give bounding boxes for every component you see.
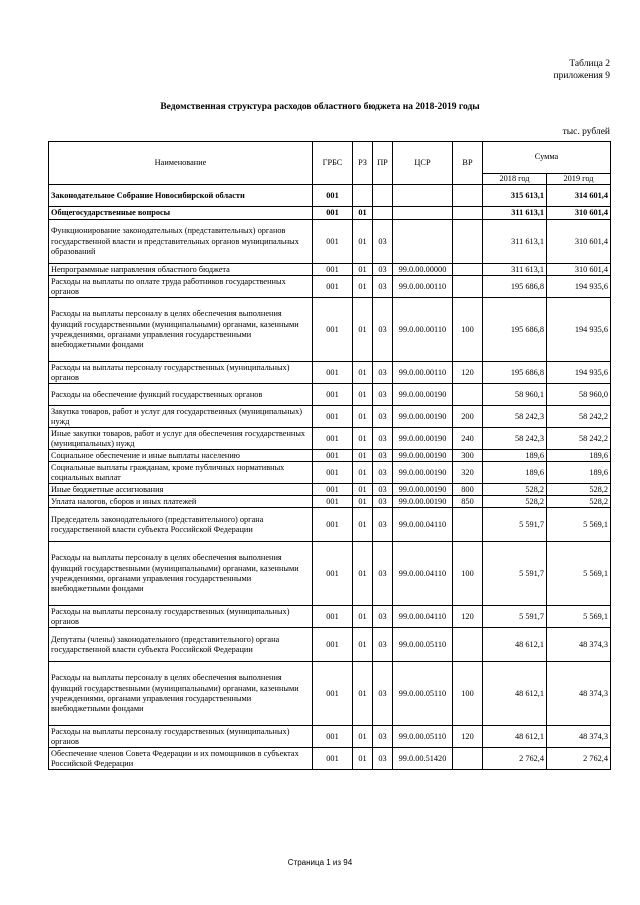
row-csr-cell: 99.0.00.00190: [393, 496, 453, 508]
row-sum-2018-cell: 528,2: [483, 484, 547, 496]
table-row: [49, 462, 611, 484]
col-header-name: Наименование: [49, 142, 313, 185]
row-rz-cell: 01: [353, 264, 373, 276]
row-sum-2018-cell: 311 613,1: [483, 264, 547, 276]
row-rz-cell: 01: [353, 484, 373, 496]
row-vr-cell: 200: [453, 406, 483, 428]
row-csr-cell: 99.0.00.00000: [393, 264, 453, 276]
row-rz-cell: 01: [353, 384, 373, 406]
row-sum-2019-cell: 528,2: [547, 496, 611, 508]
row-vr-cell: 850: [453, 496, 483, 508]
row-name-cell: Расходы на выплаты по оплате труда работников государственных органов: [49, 276, 313, 298]
row-rz-cell: 01: [353, 662, 373, 726]
row-vr-cell: [453, 185, 483, 207]
row-sum-2018-cell: 58 242,3: [483, 428, 547, 450]
row-pr-cell: 03: [373, 628, 393, 662]
row-name-cell: Закупка товаров, работ и услуг для государственных (муниципальных) нужд: [49, 406, 313, 428]
row-vr-cell: [453, 207, 483, 220]
row-vr-cell: 120: [453, 606, 483, 628]
row-name-cell: Общегосударственные вопросы: [49, 207, 313, 220]
row-vr-cell: [453, 276, 483, 298]
row-grbs-cell: 001: [313, 484, 353, 496]
row-sum-2018-cell: 48 612,1: [483, 726, 547, 748]
row-rz-cell: 01: [353, 496, 373, 508]
row-sum-2019-cell: 310 601,4: [547, 264, 611, 276]
row-grbs-cell: 001: [313, 428, 353, 450]
row-sum-2019-cell: 5 569,1: [547, 606, 611, 628]
row-name-cell: Председатель законодательного (представительного) органа государственной власти субъекта Российской Федерации: [49, 508, 313, 542]
row-name-cell: Непрограммные направления областного бюджета: [49, 264, 313, 276]
row-sum-2018-cell: 528,2: [483, 496, 547, 508]
row-name-cell: Социальные выплаты гражданам, кроме публичных нормативных социальных выплат: [49, 462, 313, 484]
row-name-cell: Расходы на выплаты персоналу государственных (муниципальных) органов: [49, 726, 313, 748]
row-grbs-cell: 001: [313, 748, 353, 770]
row-sum-2019-cell: 48 374,3: [547, 662, 611, 726]
row-sum-2019-cell: 48 374,3: [547, 726, 611, 748]
row-rz-cell: 01: [353, 220, 373, 264]
row-sum-2018-cell: 58 242,3: [483, 406, 547, 428]
row-name-cell: Расходы на выплаты персоналу в целях обеспечения выполнения функций государственными (муниципальными) органами, казенными учреждениями, органами управления государственными внебюджетными фондами: [49, 542, 313, 606]
row-rz-cell: 01: [353, 462, 373, 484]
row-rz-cell: 01: [353, 628, 373, 662]
row-vr-cell: 240: [453, 428, 483, 450]
row-pr-cell: 03: [373, 606, 393, 628]
row-pr-cell: 03: [373, 450, 393, 462]
table-row: [49, 220, 611, 264]
row-sum-2019-cell: 189,6: [547, 450, 611, 462]
row-sum-2019-cell: 189,6: [547, 462, 611, 484]
table-row: [49, 264, 611, 276]
col-header-pr: ПР: [373, 142, 393, 185]
row-grbs-cell: 001: [313, 384, 353, 406]
table-row: [49, 628, 611, 662]
row-rz-cell: 01: [353, 606, 373, 628]
table-row: [49, 662, 611, 726]
row-name-cell: Обеспечение членов Совета Федерации и их помощников в субъектах Российской Федерации: [49, 748, 313, 770]
row-pr-cell: 03: [373, 220, 393, 264]
row-sum-2019-cell: 58 960,0: [547, 384, 611, 406]
row-pr-cell: 03: [373, 542, 393, 606]
row-csr-cell: 99.0.00.00110: [393, 276, 453, 298]
row-grbs-cell: 001: [313, 542, 353, 606]
row-sum-2019-cell: 5 569,1: [547, 542, 611, 606]
budget-table: [48, 141, 611, 770]
row-sum-2018-cell: 58 960,1: [483, 384, 547, 406]
row-pr-cell: 03: [373, 276, 393, 298]
row-csr-cell: 99.0.00.51420: [393, 748, 453, 770]
row-pr-cell: 03: [373, 406, 393, 428]
page-footer: Страница 1 из 94: [287, 858, 353, 867]
row-sum-2019-cell: 194 935,6: [547, 276, 611, 298]
row-grbs-cell: 001: [313, 628, 353, 662]
row-rz-cell: 01: [353, 362, 373, 384]
row-csr-cell: 99.0.00.04110: [393, 508, 453, 542]
row-name-cell: Социальное обеспечение и иные выплаты населению: [49, 450, 313, 462]
row-vr-cell: [453, 384, 483, 406]
row-name-cell: Расходы на выплаты персоналу государственных (муниципальных) органов: [49, 362, 313, 384]
row-sum-2018-cell: 5 591,7: [483, 542, 547, 606]
row-sum-2018-cell: 311 613,1: [483, 207, 547, 220]
row-rz-cell: 01: [353, 450, 373, 462]
row-grbs-cell: 001: [313, 462, 353, 484]
row-sum-2019-cell: 310 601,4: [547, 220, 611, 264]
row-grbs-cell: 001: [313, 185, 353, 207]
document-title: Ведомственная структура расходов областного бюджета на 2018-2019 годы: [160, 102, 480, 112]
row-rz-cell: 01: [353, 406, 373, 428]
table-row: [49, 542, 611, 606]
row-csr-cell: 99.0.00.00110: [393, 298, 453, 362]
row-sum-2018-cell: 311 613,1: [483, 220, 547, 264]
row-csr-cell: 99.0.00.04110: [393, 606, 453, 628]
row-rz-cell: 01: [353, 748, 373, 770]
row-pr-cell: 03: [373, 508, 393, 542]
table-row: [49, 496, 611, 508]
row-pr-cell: 03: [373, 264, 393, 276]
row-pr-cell: 03: [373, 496, 393, 508]
row-vr-cell: 100: [453, 298, 483, 362]
row-grbs-cell: 001: [313, 662, 353, 726]
row-vr-cell: [453, 628, 483, 662]
table-row: [49, 384, 611, 406]
row-grbs-cell: 001: [313, 508, 353, 542]
row-vr-cell: 300: [453, 450, 483, 462]
row-name-cell: Иные бюджетные ассигнования: [49, 484, 313, 496]
row-pr-cell: 03: [373, 484, 393, 496]
row-name-cell: Законодательное Собрание Новосибирской области: [49, 185, 313, 207]
row-vr-cell: 120: [453, 726, 483, 748]
row-sum-2018-cell: 2 762,4: [483, 748, 547, 770]
row-vr-cell: 100: [453, 662, 483, 726]
row-grbs-cell: 001: [313, 207, 353, 220]
table-row: [49, 406, 611, 428]
row-sum-2019-cell: 314 601,4: [547, 185, 611, 207]
table-row: [49, 298, 611, 362]
col-header-rz: РЗ: [353, 142, 373, 185]
row-pr-cell: 03: [373, 462, 393, 484]
row-sum-2018-cell: 195 686,8: [483, 362, 547, 384]
table-body: [49, 185, 611, 770]
table-row: [49, 484, 611, 496]
row-vr-cell: 120: [453, 362, 483, 384]
row-name-cell: Расходы на выплаты персоналу в целях обеспечения выполнения функций государственными (муниципальными) органами, казенными учреждениями, органами управления государственными внебюджетными фондами: [49, 662, 313, 726]
row-rz-cell: 01: [353, 276, 373, 298]
row-sum-2018-cell: 189,6: [483, 462, 547, 484]
row-csr-cell: 99.0.00.00190: [393, 406, 453, 428]
row-grbs-cell: 001: [313, 276, 353, 298]
row-vr-cell: [453, 264, 483, 276]
row-rz-cell: 01: [353, 207, 373, 220]
row-sum-2018-cell: 195 686,8: [483, 298, 547, 362]
row-csr-cell: 99.0.00.00190: [393, 462, 453, 484]
row-sum-2018-cell: 48 612,1: [483, 628, 547, 662]
col-header-csr: ЦСР: [393, 142, 453, 185]
row-rz-cell: [353, 185, 373, 207]
row-pr-cell: 03: [373, 726, 393, 748]
row-sum-2019-cell: 528,2: [547, 484, 611, 496]
row-grbs-cell: 001: [313, 726, 353, 748]
row-vr-cell: [453, 748, 483, 770]
row-csr-cell: 99.0.00.00190: [393, 384, 453, 406]
units-label: тыс. рублей: [562, 127, 610, 137]
table-number: Таблица 2: [569, 59, 610, 69]
table-row: [49, 748, 611, 770]
row-rz-cell: 01: [353, 508, 373, 542]
row-sum-2018-cell: 48 612,1: [483, 662, 547, 726]
col-header-grbs: ГРБС: [313, 142, 353, 185]
table-row: [49, 276, 611, 298]
row-sum-2018-cell: 5 591,7: [483, 606, 547, 628]
row-sum-2018-cell: 315 613,1: [483, 185, 547, 207]
row-csr-cell: 99.0.00.00190: [393, 450, 453, 462]
appendix-number: приложения 9: [553, 71, 610, 81]
row-csr-cell: [393, 185, 453, 207]
row-name-cell: Депутаты (члены) законодательного (представительного) органа государственной власти субъекта Российской Федерации: [49, 628, 313, 662]
row-vr-cell: 320: [453, 462, 483, 484]
row-csr-cell: 99.0.00.05110: [393, 726, 453, 748]
table-row: [49, 428, 611, 450]
row-csr-cell: [393, 220, 453, 264]
row-grbs-cell: 001: [313, 450, 353, 462]
row-rz-cell: 01: [353, 298, 373, 362]
row-pr-cell: [373, 207, 393, 220]
col-header-vr: ВР: [453, 142, 483, 185]
row-sum-2019-cell: 310 601,4: [547, 207, 611, 220]
table-row: [49, 185, 611, 207]
row-grbs-cell: 001: [313, 362, 353, 384]
row-name-cell: Иные закупки товаров, работ и услуг для обеспечения государственных (муниципальных) нужд: [49, 428, 313, 450]
row-pr-cell: 03: [373, 748, 393, 770]
row-sum-2019-cell: 58 242,2: [547, 406, 611, 428]
row-sum-2019-cell: 48 374,3: [547, 628, 611, 662]
row-sum-2019-cell: 194 935,6: [547, 362, 611, 384]
row-sum-2019-cell: 2 762,4: [547, 748, 611, 770]
row-sum-2019-cell: 58 242,2: [547, 428, 611, 450]
row-csr-cell: 99.0.00.00190: [393, 428, 453, 450]
row-sum-2018-cell: 189,6: [483, 450, 547, 462]
row-grbs-cell: 001: [313, 264, 353, 276]
row-csr-cell: 99.0.00.04110: [393, 542, 453, 606]
row-vr-cell: [453, 508, 483, 542]
row-grbs-cell: 001: [313, 606, 353, 628]
row-csr-cell: 99.0.00.00110: [393, 362, 453, 384]
row-rz-cell: 01: [353, 726, 373, 748]
row-sum-2018-cell: 195 686,8: [483, 276, 547, 298]
row-vr-cell: [453, 220, 483, 264]
row-vr-cell: 800: [453, 484, 483, 496]
row-rz-cell: 01: [353, 542, 373, 606]
col-header-sum: Сумма: [483, 142, 611, 174]
row-grbs-cell: 001: [313, 406, 353, 428]
row-pr-cell: 03: [373, 362, 393, 384]
row-sum-2019-cell: 194 935,6: [547, 298, 611, 362]
row-sum-2019-cell: 5 569,1: [547, 508, 611, 542]
row-pr-cell: 03: [373, 384, 393, 406]
row-name-cell: Функционирование законодательных (представительных) органов государственной власти и представительных органов муниципальных образований: [49, 220, 313, 264]
row-name-cell: Расходы на выплаты персоналу в целях обеспечения выполнения функций государственными (муниципальными) органами, казенными учреждениями, органами управления государственными внебюджетными фондами: [49, 298, 313, 362]
row-rz-cell: 01: [353, 428, 373, 450]
row-pr-cell: 03: [373, 298, 393, 362]
row-sum-2018-cell: 5 591,7: [483, 508, 547, 542]
row-pr-cell: 03: [373, 428, 393, 450]
row-grbs-cell: 001: [313, 298, 353, 362]
row-vr-cell: 100: [453, 542, 483, 606]
row-pr-cell: 03: [373, 662, 393, 726]
row-pr-cell: [373, 185, 393, 207]
row-grbs-cell: 001: [313, 496, 353, 508]
row-csr-cell: 99.0.00.05110: [393, 662, 453, 726]
row-csr-cell: 99.0.00.05110: [393, 628, 453, 662]
row-name-cell: Расходы на выплаты персоналу государственных (муниципальных) органов: [49, 606, 313, 628]
col-header-2019: 2019 год: [547, 174, 611, 185]
table-reference: [554, 58, 611, 82]
table-row: [49, 508, 611, 542]
table-row: [49, 207, 611, 220]
table-row: [49, 450, 611, 462]
table-row: [49, 606, 611, 628]
col-header-2018: 2018 год: [483, 174, 547, 185]
row-name-cell: Расходы на обеспечение функций государственных органов: [49, 384, 313, 406]
table-row: [49, 362, 611, 384]
row-csr-cell: 99.0.00.00190: [393, 484, 453, 496]
row-csr-cell: [393, 207, 453, 220]
row-grbs-cell: 001: [313, 220, 353, 264]
row-name-cell: Уплата налогов, сборов и иных платежей: [49, 496, 313, 508]
table-row: [49, 726, 611, 748]
